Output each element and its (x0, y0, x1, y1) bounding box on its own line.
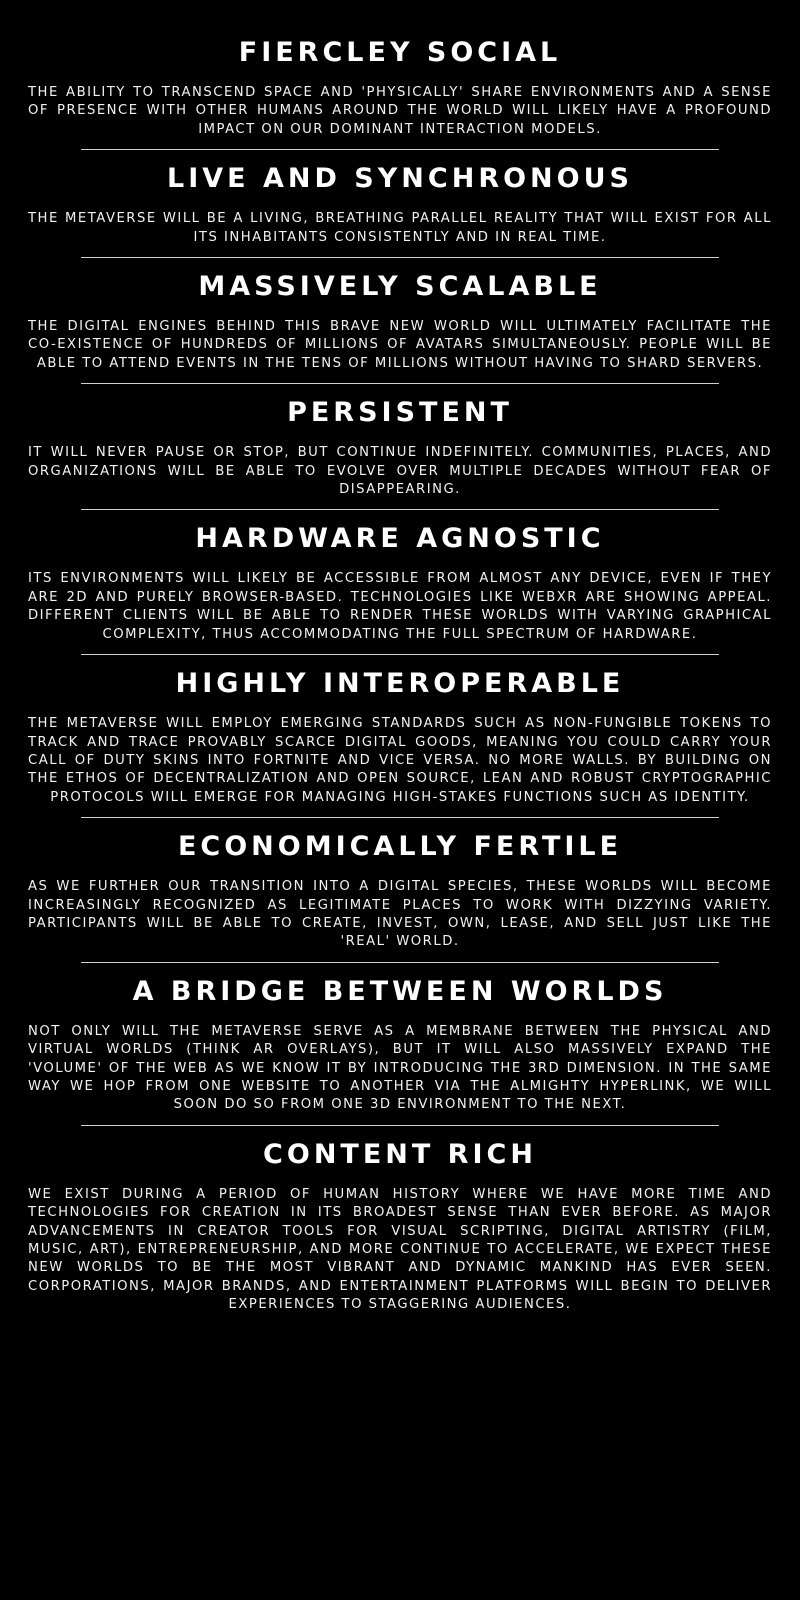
section-title: LIVE AND SYNCHRONOUS (167, 163, 633, 195)
section-divider (81, 817, 719, 818)
section-massively-scalable (0, 270, 800, 373)
section-fiercely-social (0, 36, 800, 139)
section-title: MASSIVELY SCALABLE (198, 271, 602, 303)
section-title: A BRIDGE BETWEEN WORLDS (132, 975, 668, 1007)
section-body: IT WILL NEVER PAUSE OR STOP, BUT CONTINUE INDEFINITELY. COMMUNITIES, PLACES, AND ORGANIZATIONS WILL BE ABLE TO EVOLVE OVER MULTIPLE DECADES WITHOUT FEAR OF DISAPPEARING. (28, 445, 772, 498)
section-divider (81, 509, 719, 510)
section-divider (81, 654, 719, 655)
section-title: PERSISTENT (287, 397, 513, 429)
section-divider (81, 257, 719, 258)
section-body: THE METAVERSE WILL BE A LIVING, BREATHING PARALLEL REALITY THAT WILL EXIST FOR ALL ITS INHABITANTS CONSISTENTLY AND IN REAL TIME. (28, 211, 772, 245)
section-divider (81, 383, 719, 384)
section-economically-fertile (0, 830, 800, 952)
section-highly-interoperable (0, 667, 800, 807)
section-title: HARDWARE AGNOSTIC (195, 523, 605, 555)
section-body: ITS ENVIRONMENTS WILL LIKELY BE ACCESSIBLE FROM ALMOST ANY DEVICE, EVEN IF THEY ARE 2D AND PURELY BROWSER-BASED. TECHNOLOGIES LIKE WEBXR ARE SHOWING APPEAL. DIFFERENT CLIENTS WILL BE ABLE TO RENDER THESE WORLDS WITH VARYING GRAPHICAL COMPLEXITY, THUS ACCOMMODATING THE FULL SPECTRUM OF HARDWARE. (28, 571, 772, 642)
section-title: ECONOMICALLY FERTILE (177, 831, 623, 863)
section-bridge-between-worlds (0, 975, 800, 1115)
section-body: THE METAVERSE WILL EMPLOY EMERGING STANDARDS SUCH AS NON-FUNGIBLE TOKENS TO TRACK AND TRACE PROVABLY SCARCE DIGITAL GOODS, MEANING YOU COULD CARRY YOUR CALL OF DUTY SKINS INTO FORTNITE AND VICE VERSA. NO MORE WALLS. BY BUILDING ON THE ETHOS OF DECENTRALIZATION AND OPEN SOURCE, LEAN AND ROBUST CRYPTOGRAPHIC PROTOCOLS WILL EMERGE FOR MANAGING HIGH-STAKES FUNCTIONS SUCH AS IDENTITY. (28, 716, 772, 805)
section-body: THE DIGITAL ENGINES BEHIND THIS BRAVE NEW WORLD WILL ULTIMATELY FACILITATE THE CO-EXISTENCE OF HUNDREDS OF MILLIONS OF AVATARS SIMULTANEOUSLY. PEOPLE WILL BE ABLE TO ATTEND EVENTS IN THE TENS OF MILLIONS WITHOUT HAVING TO SHARD SERVERS. (28, 319, 772, 371)
section-title: CONTENT RICH (263, 1138, 537, 1170)
section-body: WE EXIST DURING A PERIOD OF HUMAN HISTORY WHERE WE HAVE MORE TIME AND TECHNOLOGIES FOR CREATION IN ITS BROADEST SENSE THAN EVER BEFORE. AS MAJOR ADVANCEMENTS IN CREATOR TOOLS FOR VISUAL SCRIPTING, DIGITAL ARTISTRY (FILM, MUSIC, ART), ENTREPRENEURSHIP, AND MORE CONTINUE TO ACCELERATE, WE EXPECT THESE NEW WORLDS TO BE THE MOST VIBRANT AND DYNAMIC MANKIND HAS EVER SEEN. CORPORATIONS, MAJOR BRANDS, AND ENTERTAINMENT PLATFORMS WILL BEGIN TO DELIVER EXPERIENCES TO STAGGERING AUDIENCES. (28, 1186, 772, 1313)
section-divider (81, 149, 719, 150)
section-hardware-agnostic (0, 522, 800, 644)
section-body: AS WE FURTHER OUR TRANSITION INTO A DIGITAL SPECIES, THESE WORLDS WILL BECOME INCREASINGLY RECOGNIZED AS LEGITIMATE PLACES TO WORK WITH DIZZYING VARIETY. PARTICIPANTS WILL BE ABLE TO CREATE, INVEST, OWN, LEASE, AND SELL JUST LIKE THE 'REAL' WORLD. (28, 879, 772, 950)
section-content-rich (0, 1138, 800, 1315)
section-body: THE ABILITY TO TRANSCEND SPACE AND 'PHYSICALLY' SHARE ENVIRONMENTS AND A SENSE OF PRESENCE WITH OTHER HUMANS AROUND THE WORLD WILL LIKELY HAVE A PROFOUND IMPACT ON OUR DOMINANT INTERACTION MODELS. (28, 85, 772, 137)
section-persistent (0, 396, 800, 499)
section-body: NOT ONLY WILL THE METAVERSE SERVE AS A MEMBRANE BETWEEN THE PHYSICAL AND VIRTUAL WORLDS (THINK AR OVERLAYS), BUT IT WILL ALSO MASSIVELY EXPAND THE 'VOLUME' OF THE WEB AS WE KNOW IT BY INTRODUCING THE 3RD DIMENSION. IN THE SAME WAY WE HOP FROM ONE WEBSITE TO ANOTHER VIA THE ALMIGHTY HYPERLINK, WE WILL SOON DO SO FROM ONE 3D ENVIRONMENT TO THE NEXT. (28, 1023, 772, 1113)
section-title: FIERCLEY SOCIAL (238, 37, 562, 68)
section-divider (81, 962, 719, 963)
section-live-and-synchronous (0, 162, 800, 247)
section-divider (81, 1125, 719, 1126)
section-title: HIGHLY INTEROPERABLE (175, 668, 625, 700)
